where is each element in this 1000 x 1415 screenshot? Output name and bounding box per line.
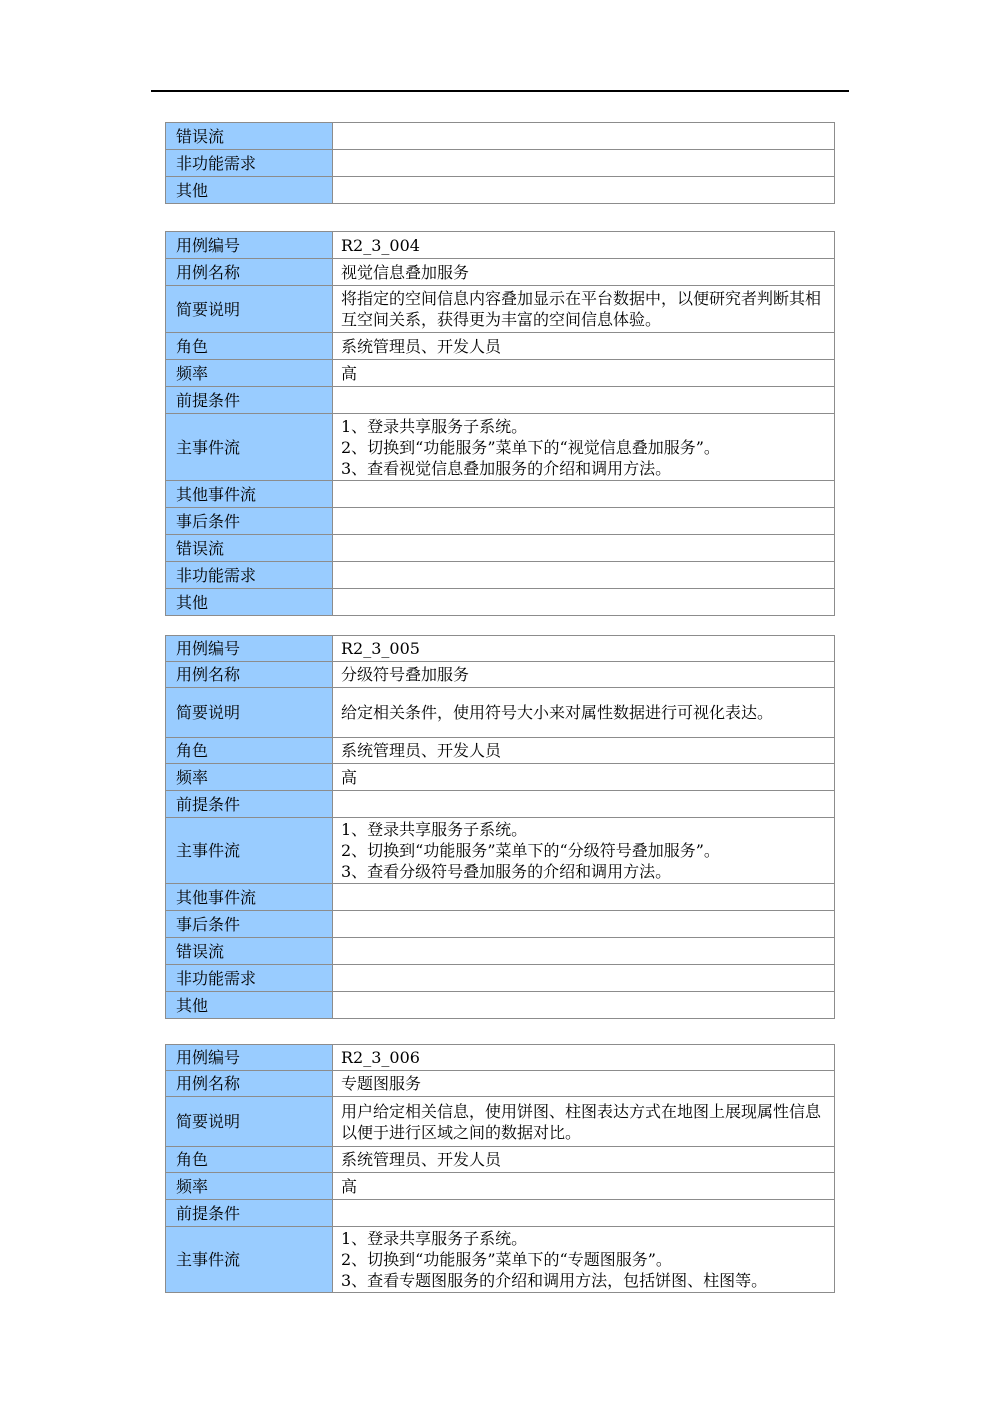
usecase-id-value: R2_3_004 [333, 232, 835, 259]
error-flow-value [333, 938, 835, 965]
table-row [166, 938, 835, 965]
table-row [166, 387, 835, 414]
table-row [166, 738, 835, 764]
frequency-label: 频率 [166, 360, 333, 387]
main-flow-value [333, 1227, 835, 1293]
usecase-id-label: 用例编号 [166, 232, 333, 259]
table-row [166, 232, 835, 259]
other-value [333, 177, 835, 204]
table-row [166, 1147, 835, 1173]
role-value: 系统管理员、开发人员 [333, 333, 835, 360]
table-row [166, 177, 835, 204]
description-label: 简要说明 [166, 286, 333, 333]
main-flow-step: 3、查看视觉信息叠加服务的介绍和调用方法。 [341, 458, 672, 478]
frequency-value: 高 [333, 360, 835, 387]
main-flow-label: 主事件流 [166, 818, 333, 884]
main-flow-label: 主事件流 [166, 1227, 333, 1293]
frequency-label: 频率 [166, 764, 333, 791]
role-label: 角色 [166, 333, 333, 360]
postcondition-label: 事后条件 [166, 508, 333, 535]
precondition-label: 前提条件 [166, 387, 333, 414]
header-rule [151, 90, 849, 92]
alt-flow-value [333, 884, 835, 911]
precondition-label: 前提条件 [166, 1200, 333, 1227]
role-label: 角色 [166, 738, 333, 764]
main-flow-step: 1、登录共享服务子系统。 [341, 820, 528, 839]
description-value: 给定相关条件，使用符号大小来对属性数据进行可视化表达。 [341, 703, 774, 722]
table-row [166, 1045, 835, 1071]
usecase-id-value: R2_3_006 [333, 1045, 835, 1071]
frequency-label: 频率 [166, 1173, 333, 1200]
table-row [166, 589, 835, 616]
table-row [166, 662, 835, 688]
table-row [166, 360, 835, 387]
nonfunctional-value [333, 965, 835, 992]
table-row [166, 535, 835, 562]
description-label: 简要说明 [166, 1097, 333, 1147]
precondition-label: 前提条件 [166, 791, 333, 818]
main-flow-value [333, 414, 835, 481]
alt-flow-value [333, 481, 835, 508]
error-flow-value [333, 123, 835, 150]
main-flow-step: 2、切换到“功能服务”菜单下的“分级符号叠加服务”。 [341, 841, 720, 860]
table-row [166, 992, 835, 1019]
role-label: 角色 [166, 1147, 333, 1173]
table-row [166, 818, 835, 884]
other-value [333, 992, 835, 1019]
table-row [166, 911, 835, 938]
nonfunctional-value [333, 562, 835, 589]
table-row [166, 764, 835, 791]
table-row [166, 1173, 835, 1200]
nonfunctional-label: 非功能需求 [166, 965, 333, 992]
main-flow-value [333, 818, 835, 884]
table-row [166, 965, 835, 992]
usecase-id-label: 用例编号 [166, 1045, 333, 1071]
table-row [166, 414, 835, 481]
main-flow-step: 1、登录共享服务子系统。 [341, 416, 528, 436]
table-row [166, 688, 835, 738]
frequency-value: 高 [333, 1173, 835, 1200]
table-row [166, 333, 835, 360]
description-value: 用户给定相关信息，使用饼图、柱图表达方式在地图上展现属性信息以便于进行区域之间的数据对比。 [341, 1101, 822, 1142]
role-value: 系统管理员、开发人员 [333, 738, 835, 764]
precondition-value [333, 791, 835, 818]
usecase-name-value: 分级符号叠加服务 [333, 662, 835, 688]
usecase-name-label: 用例名称 [166, 1071, 333, 1097]
alt-flow-label: 其他事件流 [166, 481, 333, 508]
table-row [166, 1097, 835, 1147]
postcondition-value [333, 508, 835, 535]
usecase-table-004 [165, 231, 835, 616]
main-flow-label: 主事件流 [166, 414, 333, 481]
main-flow-step: 2、切换到“功能服务”菜单下的“视觉信息叠加服务”。 [341, 437, 720, 457]
usecase-id-value: R2_3_005 [333, 636, 835, 662]
table-row [166, 259, 835, 286]
main-flow-step: 3、查看分级符号叠加服务的介绍和调用方法。 [341, 862, 672, 881]
table-row [166, 1071, 835, 1097]
main-flow-step: 1、登录共享服务子系统。 [341, 1229, 528, 1248]
precondition-value [333, 387, 835, 414]
nonfunctional-label: 非功能需求 [166, 150, 333, 177]
usecase-table-005 [165, 635, 835, 1019]
table-row [166, 636, 835, 662]
table-row [166, 150, 835, 177]
table-row [166, 286, 835, 333]
other-value [333, 589, 835, 616]
frequency-value: 高 [333, 764, 835, 791]
usecase-name-label: 用例名称 [166, 259, 333, 286]
precondition-value [333, 1200, 835, 1227]
usecase-table-006 [165, 1044, 835, 1293]
table-row [166, 1200, 835, 1227]
description-value: 将指定的空间信息内容叠加显示在平台数据中，以便研究者判断其相互空间关系，获得更为丰富的空间信息体验。 [341, 289, 822, 329]
error-flow-label: 错误流 [166, 535, 333, 562]
alt-flow-label: 其他事件流 [166, 884, 333, 911]
table-row [166, 884, 835, 911]
description-label: 简要说明 [166, 688, 333, 738]
error-flow-value [333, 535, 835, 562]
table-row [166, 508, 835, 535]
nonfunctional-label: 非功能需求 [166, 562, 333, 589]
main-flow-step: 2、切换到“功能服务”菜单下的“专题图服务”。 [341, 1250, 672, 1269]
usecase-name-value: 专题图服务 [333, 1071, 835, 1097]
table-row [166, 481, 835, 508]
error-flow-label: 错误流 [166, 938, 333, 965]
other-label: 其他 [166, 992, 333, 1019]
role-value: 系统管理员、开发人员 [333, 1147, 835, 1173]
other-label: 其他 [166, 177, 333, 204]
other-label: 其他 [166, 589, 333, 616]
table-row [166, 562, 835, 589]
postcondition-label: 事后条件 [166, 911, 333, 938]
usecase-name-label: 用例名称 [166, 662, 333, 688]
error-flow-label: 错误流 [166, 123, 333, 150]
table-row [166, 123, 835, 150]
postcondition-value [333, 911, 835, 938]
table-row [166, 1227, 835, 1293]
main-flow-step: 3、查看专题图服务的介绍和调用方法，包括饼图、柱图等。 [341, 1271, 768, 1290]
usecase-name-value: 视觉信息叠加服务 [333, 259, 835, 286]
table-row [166, 791, 835, 818]
usecase-id-label: 用例编号 [166, 636, 333, 662]
usecase-table-continued [165, 122, 835, 204]
nonfunctional-value [333, 150, 835, 177]
